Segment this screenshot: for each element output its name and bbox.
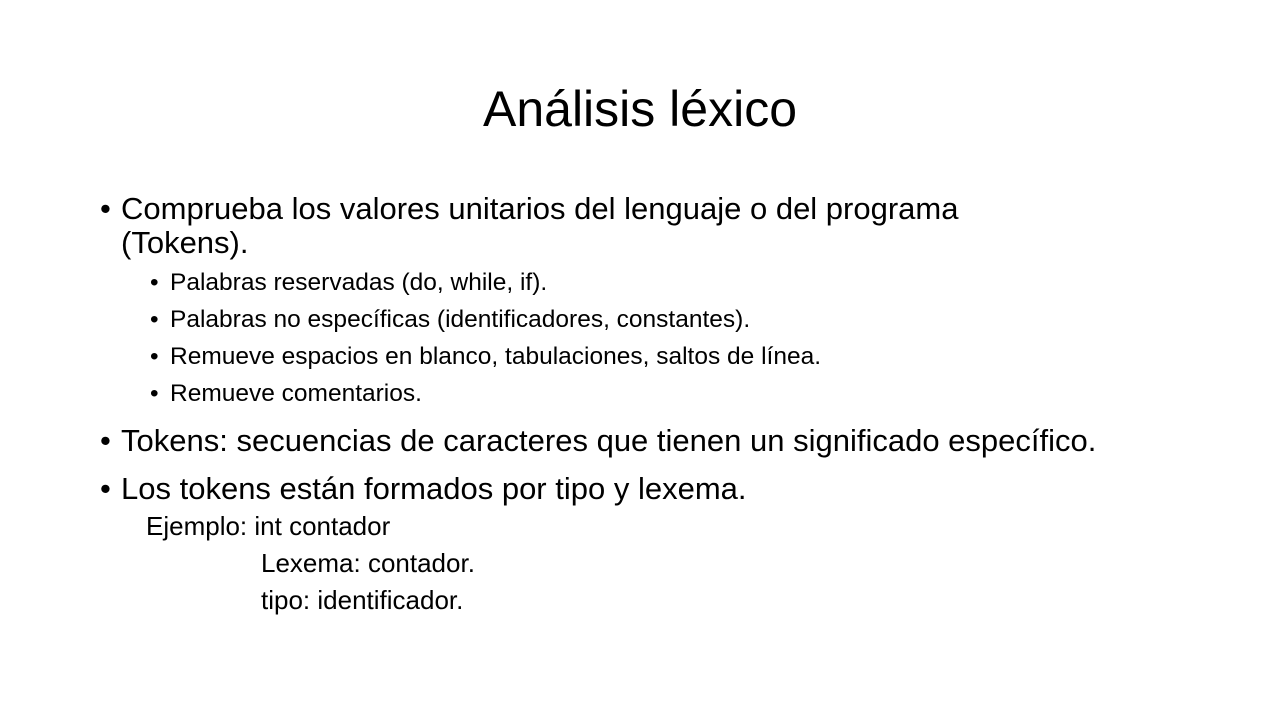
example-line: Ejemplo: int contador: [146, 511, 391, 541]
sub-bullet-list: [100, 264, 1200, 412]
bullet-icon: •: [150, 269, 159, 296]
bullet-point: [100, 192, 1081, 260]
bullet-text: Tokens: secuencias de caracteres que tienen un significado específico.: [121, 423, 1097, 458]
sub-bullet-point: [100, 375, 1200, 412]
sub-bullet-point: [100, 301, 1200, 338]
bullet-icon: •: [150, 380, 159, 407]
sub-bullet-point: [100, 264, 1200, 301]
sub-bullet-text: Remueve espacios en blanco, tabulaciones, saltos de línea.: [170, 343, 822, 370]
sub-bullet-text: Palabras reservadas (do, while, if).: [170, 269, 548, 296]
slide-title: Análisis léxico: [482, 81, 797, 137]
bullet-icon: •: [100, 471, 111, 506]
bullet-icon: •: [100, 423, 111, 458]
bullet-icon: •: [100, 191, 111, 226]
bullet-icon: •: [150, 343, 159, 370]
slide-body: [100, 192, 1200, 619]
bullet-point: [100, 424, 1200, 458]
example-tipo: tipo: identificador.: [261, 585, 464, 615]
bullet-icon: •: [150, 306, 159, 333]
bullet-text: Los tokens están formados por tipo y lexema.: [121, 471, 747, 506]
sub-bullet-text: Palabras no específicas (identificadores, constantes).: [170, 306, 751, 333]
sub-bullet-text: Remueve comentarios.: [170, 380, 422, 407]
sub-bullet-point: [100, 338, 1200, 375]
bullet-text: Comprueba los valores unitarios del lenguaje o del programa (Tokens).: [121, 191, 959, 260]
example-lexema: Lexema: contador.: [261, 548, 475, 578]
bullet-point: [100, 472, 1200, 506]
